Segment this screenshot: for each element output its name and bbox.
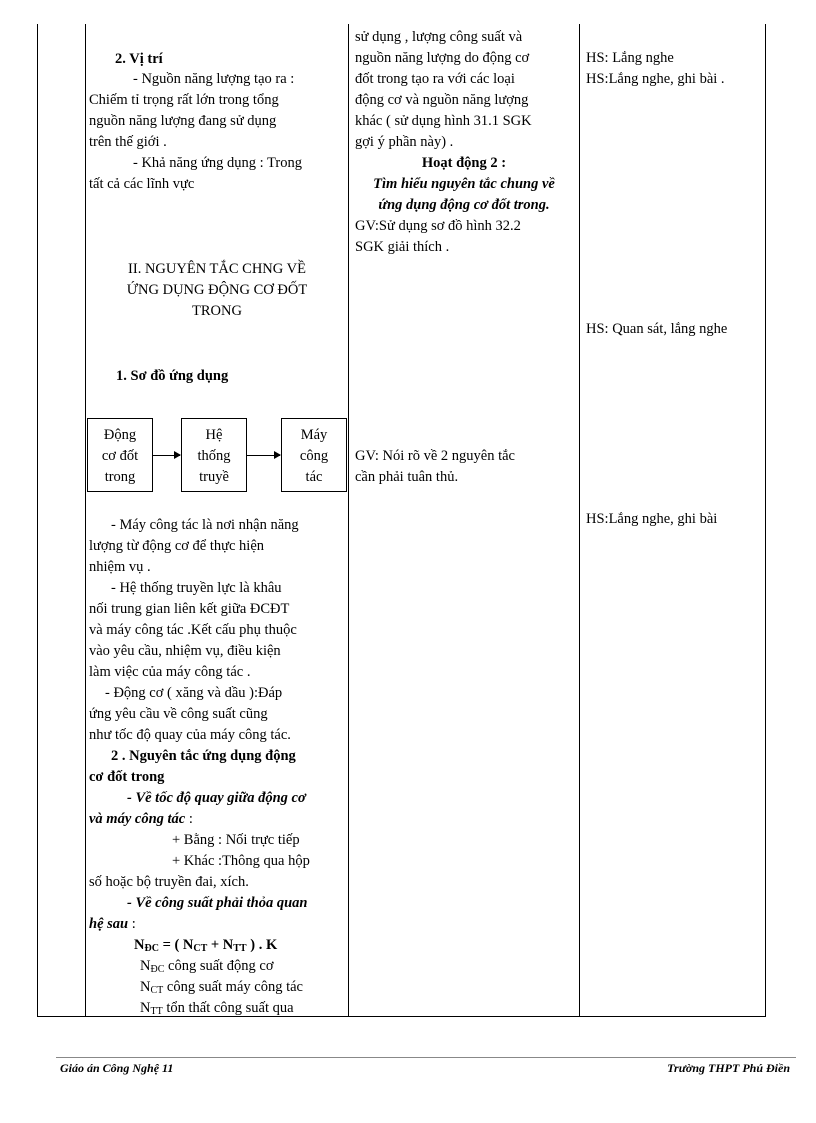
vi-tri-line: nguồn năng lượng đang sử dụng xyxy=(89,113,277,129)
gv-line: SGK giải thích . xyxy=(355,239,450,255)
formula-def: $N_{ĐC}$ công suất động cơ xyxy=(140,958,274,975)
subheading-diagram: 1. Sơ đồ ứng dụng xyxy=(116,368,229,384)
vi-tri-line: trên thế giới . xyxy=(89,134,167,150)
power-heading-line xyxy=(89,914,136,935)
diagram-arrow-2 xyxy=(246,455,280,456)
explain-line: như tốc độ quay của máy công tác. xyxy=(89,727,291,743)
section-heading-line: II. NGUYÊN TẮC CHNG VỀ xyxy=(128,261,306,277)
vi-tri-line: tất cả các lĩnh vực xyxy=(89,176,195,192)
table-divider-2 xyxy=(348,24,349,1017)
explain-line: - Động cơ ( xăng và dầu ):Đáp xyxy=(105,685,283,701)
explain-line: ứng yêu cầu về công suất cũng xyxy=(89,706,268,722)
explain-line: - Hệ thống truyền lực là khâu xyxy=(111,580,282,596)
diagram-box-text: Hệ xyxy=(205,427,223,443)
col3-line: đốt trong tạo ra với các loại xyxy=(355,71,515,87)
vi-tri-line: - Nguồn năng lượng tạo ra : xyxy=(133,71,295,87)
formula-def: $N_{TT}$ tổn thất công suất qua xyxy=(140,1000,294,1017)
activity-title: Hoạt động 2 : xyxy=(421,155,507,171)
gv-line: GV: Nói rõ về 2 nguyên tắc xyxy=(355,448,515,464)
subheading-principle: 2 . Nguyên tắc ứng dụng động xyxy=(111,748,296,764)
explain-line: và máy công tác .Kết cấu phụ thuộc xyxy=(89,622,297,638)
explain-line: làm việc của máy công tác . xyxy=(89,664,251,680)
subheading-principle: cơ đốt trong xyxy=(89,769,165,785)
speed-line: + Khác :Thông qua hộp xyxy=(172,853,310,869)
explain-line: - Máy công tác là nơi nhận năng xyxy=(111,517,299,533)
diagram-box-text: trong xyxy=(104,469,136,485)
power-formula: $N_{ĐC}$ = ( $N_{CT} + N_{TT}$ ) . K xyxy=(134,937,278,954)
hs-line: HS:Lắng nghe, ghi bài xyxy=(586,511,718,527)
explain-line: nhiệm vụ . xyxy=(89,559,151,575)
explain-line: vào yêu cầu, nhiệm vụ, điều kiện xyxy=(89,643,281,659)
footer-rule xyxy=(56,1057,796,1058)
col3-line: gợi ý phần này) . xyxy=(355,134,454,150)
table-divider-3 xyxy=(579,24,580,1017)
speed-heading: - Về tốc độ quay giữa động cơ xyxy=(127,790,306,806)
activity-desc: Tìm hiểu nguyên tắc chung về xyxy=(373,176,555,192)
diagram-box-engine xyxy=(87,418,153,492)
gv-line: GV:Sử dụng sơ đồ hình 32.2 xyxy=(355,218,521,234)
table-border-right xyxy=(765,24,766,1017)
section-heading-line: TRONG xyxy=(192,303,242,319)
speed-heading-text: và máy công tác xyxy=(89,811,186,827)
diagram-box-text: cơ đốt xyxy=(101,448,139,464)
speed-line: + Bằng : Nối trực tiếp xyxy=(172,832,300,848)
col3-line: động cơ và nguồn năng lượng xyxy=(355,92,529,108)
diagram-arrow-1 xyxy=(152,455,180,456)
footer-left: Giáo án Công Nghệ 11 xyxy=(60,1061,174,1075)
explain-line: nối trung gian liên kết giữa ĐCĐT xyxy=(89,601,290,617)
speed-heading-line xyxy=(89,809,193,830)
footer-right: Trường THPT Phú Điền xyxy=(667,1061,790,1075)
power-heading-text: hệ sau xyxy=(89,916,129,932)
power-heading-colon: : xyxy=(128,916,136,932)
diagram-box-text: Động xyxy=(103,427,137,443)
diagram-box-text: truyề xyxy=(199,469,229,485)
power-heading: - Về công suất phải thỏa quan xyxy=(127,895,308,911)
diagram-box-text: tác xyxy=(305,469,323,485)
explain-line: lượng từ động cơ để thực hiện xyxy=(89,538,265,554)
table-border-left xyxy=(37,24,38,1017)
activity-desc: ứng dụng động cơ đốt trong. xyxy=(378,197,550,213)
col3-line: sử dụng , lượng công suất và xyxy=(355,29,523,45)
section-heading-line: ỨNG DỤNG ĐỘNG CƠ ĐỐT xyxy=(126,282,308,298)
gv-line: cần phải tuân thủ. xyxy=(355,469,459,485)
hs-line: HS:Lắng nghe, ghi bài . xyxy=(586,71,725,87)
speed-line: số hoặc bộ truyền đai, xích. xyxy=(89,874,249,890)
table-divider-1 xyxy=(85,24,86,1017)
col3-line: nguồn năng lượng do động cơ xyxy=(355,50,530,66)
diagram-box-transmission xyxy=(181,418,247,492)
vi-tri-line: Chiếm tỉ trọng rất lớn trong tổng xyxy=(89,92,279,108)
vi-tri-line: - Khả năng ứng dụng : Trong xyxy=(133,155,302,171)
hs-line: HS: Quan sát, lắng nghe xyxy=(586,321,728,337)
hs-line: HS: Lắng nghe xyxy=(586,50,674,66)
col3-line: khác ( sử dụng hình 31.1 SGK xyxy=(355,113,532,129)
formula-def: $N_{CT}$ công suất máy công tác xyxy=(140,979,303,996)
vi-tri-heading: 2. Vị trí xyxy=(115,51,163,67)
speed-heading-colon: : xyxy=(185,811,193,827)
diagram-box-machine xyxy=(281,418,347,492)
diagram-box-text: công xyxy=(299,448,329,464)
diagram-box-text: thống xyxy=(197,448,231,464)
diagram-box-text: Máy xyxy=(300,427,328,443)
